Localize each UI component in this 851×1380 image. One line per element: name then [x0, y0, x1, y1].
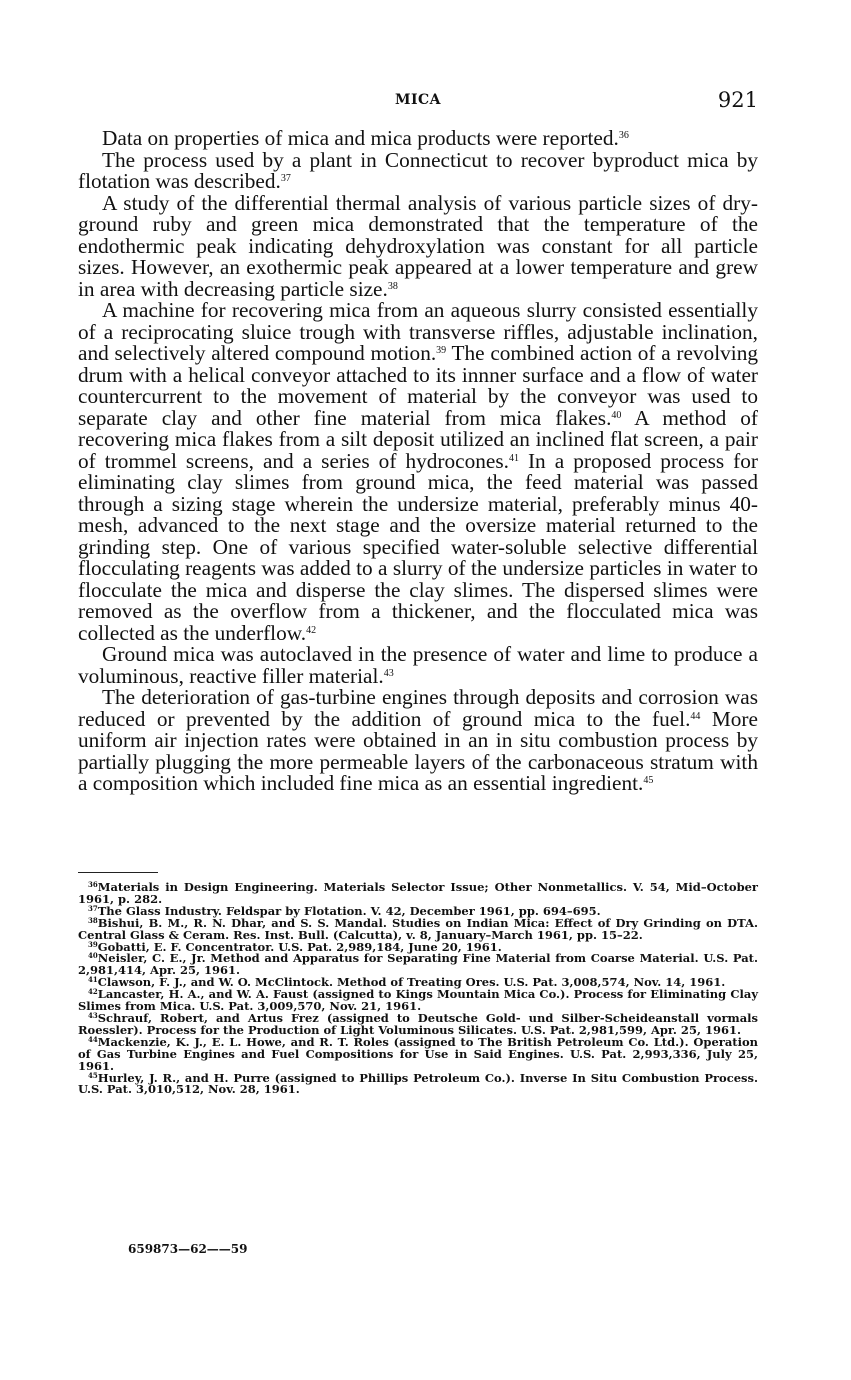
footnote-ref[interactable]: 38 [387, 280, 398, 292]
footnote: $^{41}$Clawson, F. J., and W. O. McClintock. Method of Treating Ores. U.S. Pat. 3,008,574, Nov. 14, 1961. [88, 975, 726, 990]
footnote: $^{36}$Materials in Design Engineering. Materials Selector Issue; Other Nonmetallics. V. 54, Mid–October 1961, p. 282. [78, 880, 758, 906]
footnote-divider [78, 872, 158, 873]
page-number: 921 [717, 88, 758, 112]
paragraph: Data on properties of mica and mica products were reported.$^{36}$ [102, 126, 629, 150]
footnotes [78, 882, 758, 1096]
page-header [78, 88, 758, 118]
footnote: $^{44}$Mackenzie, K. J., E. L. Howe, and R. T. Roles (assigned to The British Petroleum Co. Ltd.). Operation of Gas Turbine Engines and Fuel Compositions for Use in Said Engines. U.S. Pat. 2,993,336, July 25, 1961. [78, 1034, 758, 1073]
paragraph: The process used by a plant in Connecticut to recover byproduct mica by flotation was described.$^{37}$ [78, 147, 758, 193]
footnote-ref[interactable]: 40 [611, 409, 622, 421]
print-code: 659873—62——59 [128, 1242, 248, 1256]
footnote: $^{39}$Gobatti, E. F. Concentrator. U.S. Pat. 2,989,184, June 20, 1961. [88, 939, 502, 954]
footnote: $^{38}$Bishui, B. M., R. N. Dhar, and S. S. Mandal. Studies on Indian Mica: Effect of Dry Grinding on DTA. Central Glass & Ceram. Res. Inst. Bull. (Calcutta), v. 8, January–March 1961, pp. 15–22. [78, 915, 758, 942]
paragraph: A machine for recovering mica from an aqueous slurry consisted essentially of a reciprocating sluice trough with transverse riffles, adjustable inclination, and selectively altered compound motion.$^{39}$ The combined action of a revolving drum with a helical conveyor attached to its innner surface and a flow of water countercurrent to the movement of material by the conveyor was used to separate clay and other fine material from mica flakes.$^{40}$ A method of recovering mica flakes from a silt deposit utilized an inclined flat screen, a pair of trommel screens, and a series of hydrocones.$^{41}$ In a proposed process for eliminating clay slimes from ground mica, the feed material was passed through a sizing stage wherein the undersize material, preferably minus 40-mesh, advanced to the next stage and the oversize material returned to the grinding step. One of various specified water-soluble selective differential flocculating reagents was added to a slurry of the undersize particles in water to flocculate the mica and disperse the clay slimes. The dispersed slimes were removed as the overflow from a thickener, and the flocculated mica was collected as the underflow.$^{42}$ [78, 298, 759, 645]
paragraph: The deterioration of gas-turbine engines through deposits and corrosion was reduced or prevented by the addition of ground mica to the fuel.$^{44}$ More uniform air injection rates were obtained in an in situ combustion process by partially plugging the more permeable layers of the carbonaceous stratum with a composition which included fine mica as an essential ingredient.$^{45}$ [78, 685, 758, 795]
footnote: $^{40}$Neisler, C. E., Jr. Method and Apparatus for Separating Fine Material from Coarse Material. U.S. Pat. 2,981,414, Apr. 25, 1961. [78, 951, 758, 978]
main-text [78, 128, 758, 795]
footnote-ref[interactable]: 37 [280, 173, 291, 184]
footnote: $^{43}$Schrauf, Robert, and Artus Frez (assigned to Deutsche Gold- und Silber-Scheideanstall vormals Roessler). Process for the Production of Light Voluminous Silicates. U.S. Pat. 2,981,599, Apr. 25, 1961. [78, 1010, 758, 1037]
footnote-ref[interactable]: 41 [508, 452, 519, 464]
running-title: MICA [394, 92, 442, 108]
footnote-ref[interactable]: 44 [690, 710, 701, 722]
footnote-ref[interactable]: 42 [306, 624, 317, 636]
footnote-ref[interactable]: 45 [643, 775, 654, 786]
footnote-ref[interactable]: 39 [436, 345, 447, 356]
paragraph: Ground mica was autoclaved in the presence of water and lime to produce a voluminous, reactive filler material.$^{43}$ [78, 642, 758, 688]
footnote: $^{37}$The Glass Industry. Feldspar by Flotation. V. 42, December 1961, pp. 694–695. [88, 903, 601, 918]
footnote: $^{45}$Hurley, J. R., and H. Purre (assigned to Phillips Petroleum Co.). Inverse In Situ Combustion Process. U.S. Pat. 3,010,512, Nov. 28, 1961. [78, 1070, 758, 1097]
paragraph: A study of the differential thermal analysis of various particle sizes of dry-ground ruby and green mica demonstrated that the temperature of the endothermic peak indicating dehydroxylation was constant for all particle sizes. However, an exothermic peak appeared at a lower temperature and grew in area with decreasing particle size.$^{38}$ [78, 190, 758, 301]
footnote: $^{42}$Lancaster, H. A., and W. A. Faust (assigned to Kings Mountain Mica Co.). Process for Eliminating Clay Slimes from Mica. U.S. Pat. 3,009,570, Nov. 21, 1961. [78, 987, 758, 1014]
footnote-ref[interactable]: 36 [618, 130, 629, 141]
footnote-ref[interactable]: 43 [383, 667, 394, 679]
